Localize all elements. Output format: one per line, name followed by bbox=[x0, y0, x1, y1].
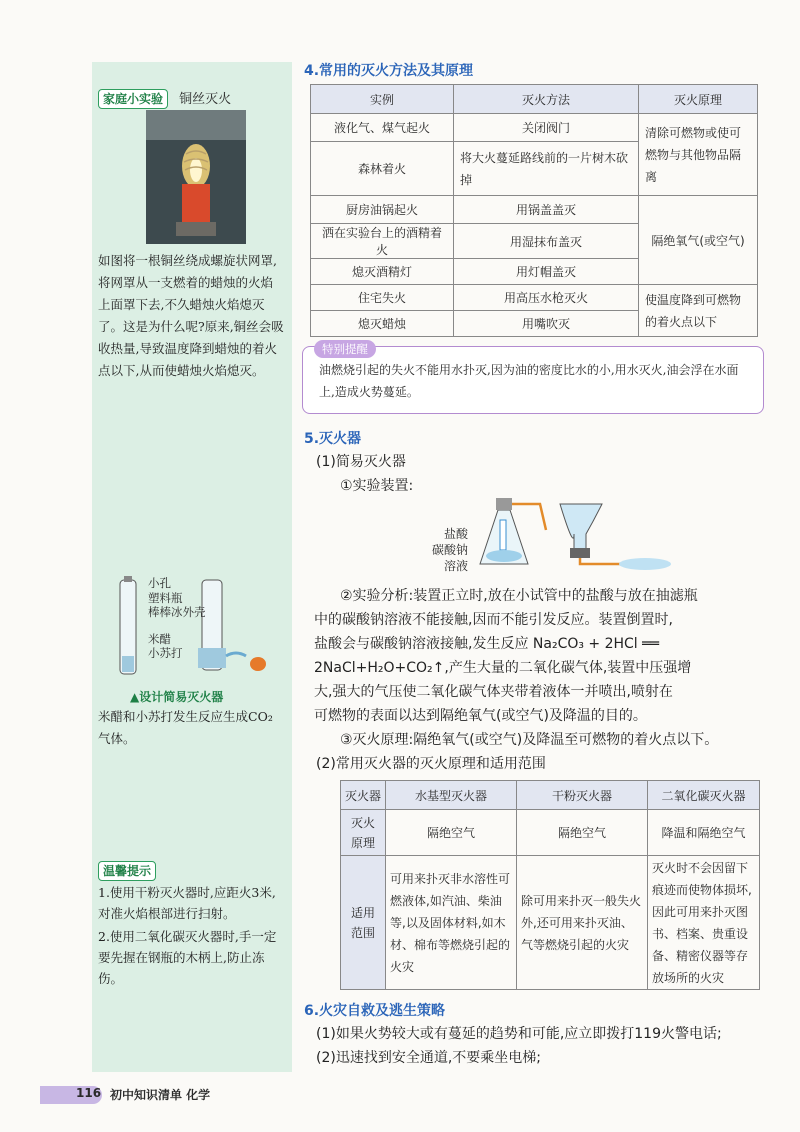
analysis-line: 可燃物的表面以达到隔绝氧气(或空气)及降温的目的。 bbox=[314, 708, 647, 724]
table-cell: 用灯帽盖灭 bbox=[454, 259, 639, 285]
section4-title: 4.常用的灭火方法及其原理 bbox=[304, 63, 474, 79]
table-cell: 厨房油锅起火 bbox=[311, 196, 454, 224]
analysis-line: 盐酸会与碳酸钠溶液接触,发生反应 Na₂CO₃ + 2HCl ══ bbox=[314, 636, 660, 652]
table-cell: 关闭阀门 bbox=[454, 114, 639, 142]
apparatus-label: 溶液 bbox=[443, 559, 468, 573]
extinguisher-table bbox=[340, 780, 760, 990]
table-cell: 用湿抹布盖灭 bbox=[454, 224, 639, 259]
table-cell: 将大火蔓延路线前的一片树木砍掉 bbox=[454, 142, 639, 196]
diagram-label: 小苏打 bbox=[148, 646, 183, 660]
analysis-line: 中的碳酸钠溶液不能接触,因而不能引发反应。装置倒置时, bbox=[314, 612, 673, 628]
table-cell: 使温度降到可燃物的着火点以下 bbox=[639, 285, 758, 337]
experiment-tag: 家庭小实验 bbox=[98, 89, 168, 109]
section5-sub2: (2)常用灭火器的灭火原理和适用范围 bbox=[316, 756, 546, 772]
apparatus-diagram bbox=[470, 490, 680, 580]
table-cell: 洒在实验台上的酒精着火 bbox=[311, 224, 454, 259]
table-cell: 清除可燃物或使可燃物与其他物品隔离 bbox=[639, 114, 758, 196]
table-cell: 隔绝空气 bbox=[517, 810, 648, 856]
note-text: 油燃烧引起的失火不能用水扑灭,因为油的密度比水的小,用水灭火,油会浮在水面上,造成火势蔓延。 bbox=[319, 363, 739, 399]
analysis-line: 2NaCl+H₂O+CO₂↑,产生大量的二氧化碳气体,装置中压强增 bbox=[314, 660, 692, 676]
table-header: 二氧化碳灭火器 bbox=[648, 781, 760, 810]
diagram-labels bbox=[148, 576, 206, 661]
table-cell: 液化气、煤气起火 bbox=[311, 114, 454, 142]
diagram-note: 米醋和小苏打发生反应生成CO₂气体。 bbox=[98, 709, 273, 746]
tip-item: 2.使用二氧化碳灭火器时,手一定要先握在钢瓶的木柄上,防止冻伤。 bbox=[98, 929, 277, 986]
page-number: 116 bbox=[76, 1086, 102, 1100]
apparatus-labels bbox=[428, 526, 468, 574]
table-cell: 用高压水枪灭火 bbox=[454, 285, 639, 311]
section5-item1: ①实验装置: bbox=[340, 478, 414, 494]
extinguish-methods-table bbox=[310, 84, 758, 337]
table-cell: 森林着火 bbox=[311, 142, 454, 196]
analysis-line: 大,强大的气压使二氧化碳气体夹带着液体一并喷出,喷射在 bbox=[314, 684, 673, 700]
section6-title: 6.火灾自救及逃生策略 bbox=[304, 1003, 446, 1019]
strategy-item: (1)如果火势较大或有蔓延的趋势和可能,应立即拨打119火警电话; bbox=[316, 1026, 722, 1042]
table-cell: 隔绝氧气(或空气) bbox=[639, 196, 758, 285]
table-cell: 用嘴吹灭 bbox=[454, 311, 639, 337]
apparatus-label: 碳酸钠 bbox=[431, 543, 468, 557]
row-label: 适用范围 bbox=[341, 856, 386, 990]
tip-header bbox=[98, 860, 156, 881]
apparatus-label: 盐酸 bbox=[443, 527, 468, 541]
table-cell: 用锅盖盖灭 bbox=[454, 196, 639, 224]
book-title: 初中知识清单 化学 bbox=[110, 1088, 211, 1102]
section5-title: 5.灭火器 bbox=[304, 431, 362, 447]
note-tag: 特别提醒 bbox=[314, 340, 376, 358]
table-cell: 除可用来扑灭一般失火外,还可用来扑灭油、气等燃烧引起的火灾 bbox=[517, 856, 648, 990]
experiment-text: 如图将一根铜丝绕成螺旋状网罩,将网罩从一支燃着的蜡烛的火焰上面罩下去,不久蜡烛火焰熄灭了。这是为什么呢?原来,铜丝会吸收热量,导致温度降到蜡烛的着火点以下,从而使蜡烛火焰熄灭。 bbox=[98, 253, 284, 378]
row-label: 灭火原理 bbox=[341, 810, 386, 856]
table-cell: 隔绝空气 bbox=[386, 810, 517, 856]
analysis-paragraph bbox=[314, 584, 760, 728]
experiment-title: 铜丝灭火 bbox=[179, 92, 232, 107]
diagram-label: 棒棒冰外壳 bbox=[148, 605, 206, 619]
table-header: 灭火器 bbox=[341, 781, 386, 810]
diagram-label: 小孔 bbox=[148, 576, 171, 590]
table-cell: 可用来扑灭非水溶性可燃液体,如汽油、柴油等,以及固体材料,如木材、棉布等燃烧引起的火灾 bbox=[386, 856, 517, 990]
tips-list bbox=[98, 882, 284, 989]
diagram-label: 塑料瓶 bbox=[148, 590, 183, 605]
section6-list bbox=[316, 1022, 722, 1070]
section5-sub1: (1)简易灭火器 bbox=[316, 454, 406, 470]
table-cell: 熄灭蜡烛 bbox=[311, 311, 454, 337]
table-header: 灭火方法 bbox=[454, 85, 639, 114]
diagram-label: 米醋 bbox=[148, 631, 171, 646]
table-header: 灭火原理 bbox=[639, 85, 758, 114]
experiment-header bbox=[98, 88, 231, 109]
analysis-line: ②实验分析:装置正立时,放在小试管中的盐酸与放在抽滤瓶 bbox=[340, 588, 698, 604]
table-cell: 住宅失火 bbox=[311, 285, 454, 311]
table-cell: 降温和隔绝空气 bbox=[648, 810, 760, 856]
table-cell: 熄灭酒精灯 bbox=[311, 259, 454, 285]
tip-item: 1.使用干粉灭火器时,应距火3米,对准火焰根部进行扫射。 bbox=[98, 885, 276, 921]
diagram-caption: ▲设计简易灭火器 bbox=[130, 690, 224, 704]
candle-photo bbox=[146, 110, 246, 244]
table-header: 干粉灭火器 bbox=[517, 781, 648, 810]
table-cell: 灭火时不会因留下痕迹而使物体损坏,因此可用来扑灭图书、档案、贵重设备、精密仪器等存放场所的火灾 bbox=[648, 856, 760, 990]
table-header: 水基型灭火器 bbox=[386, 781, 517, 810]
strategy-item: (2)迅速找到安全通道,不要乘坐电梯; bbox=[316, 1050, 541, 1066]
principle-line: ③灭火原理:隔绝氧气(或空气)及降温至可燃物的着火点以下。 bbox=[340, 732, 719, 748]
table-header: 实例 bbox=[311, 85, 454, 114]
tip-tag: 温馨提示 bbox=[98, 861, 156, 881]
